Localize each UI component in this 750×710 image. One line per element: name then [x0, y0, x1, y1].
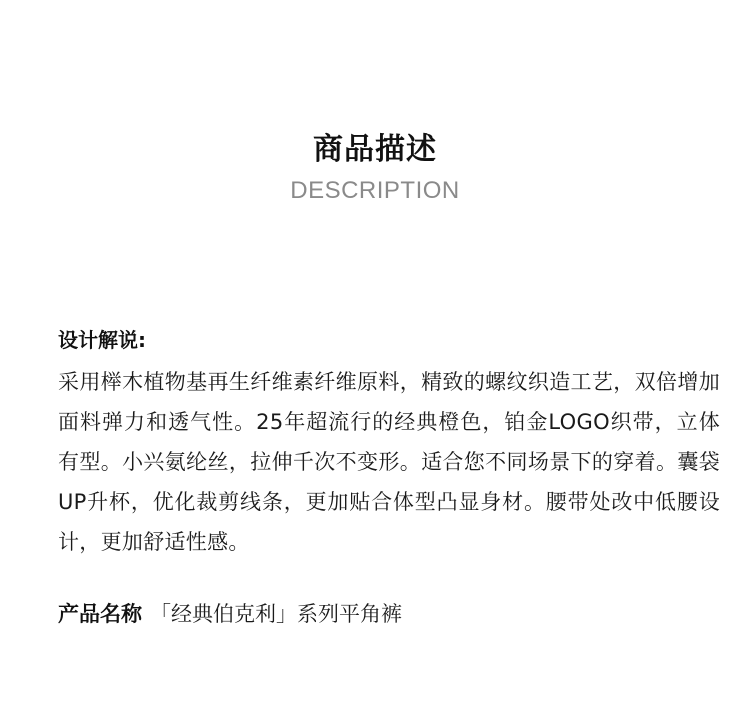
section-title: 商品描述 — [313, 132, 437, 167]
description-header — [0, 128, 750, 206]
product-name-row — [58, 596, 720, 632]
product-name-value: 「经典伯克利」系列平角裤 — [150, 602, 402, 626]
design-description — [58, 322, 720, 562]
design-body-text: 采用榉木植物基再生纤维素纤维原料，精致的螺纹织造工艺，双倍增加面料弹力和透气性。25年超流行的经典橙色，铂金LOGO织带，立体有型。小兴氨纶丝，拉伸千次不变形。适合您不同场景下的穿着。囊袋UP升杯，优化裁剪线条，更加贴合体型凸显身材。腰带处改中低腰设计，更加舒适性感。 — [58, 370, 720, 554]
section-subtitle: DESCRIPTION — [290, 177, 460, 204]
product-name-label: 产品名称 — [58, 602, 142, 626]
design-label: 设计解说: — [58, 328, 146, 352]
